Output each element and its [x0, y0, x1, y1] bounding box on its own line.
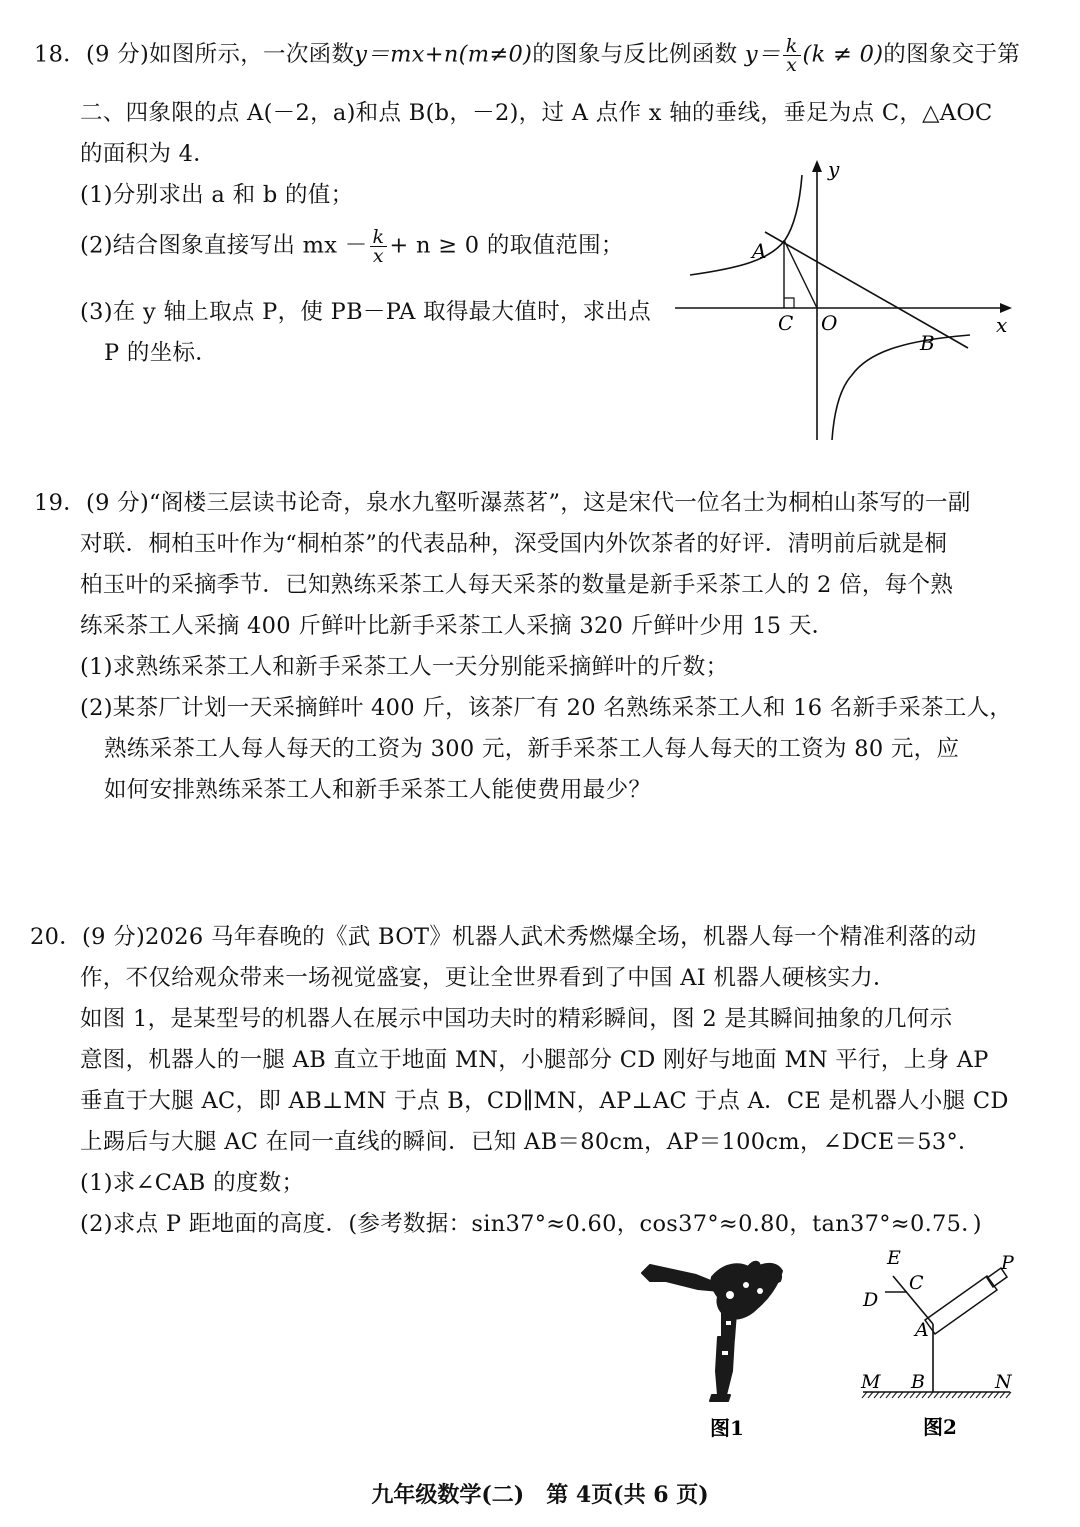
- y-axis-arrow-icon: [812, 160, 822, 172]
- q18-part1: (1)分别求出 a 和 b 的值；: [80, 182, 354, 208]
- figure2-caption: 图2: [923, 1415, 957, 1439]
- q18-graph: [670, 150, 1030, 450]
- label-A: A: [752, 239, 767, 263]
- q18-fraction: [783, 37, 801, 74]
- q18-line3: 的面积为 4．: [80, 141, 217, 167]
- q19-part2b: 熟练采茶工人每人每天的工资为 300 元，新手采茶工人每人每天的工资为 80 元，应: [104, 736, 960, 762]
- q19-line2: 对联．桐柏玉叶作为“桐柏茶”的代表品种，深受国内外饮茶者的好评．清明前后就是桐: [80, 531, 948, 557]
- q18-part2-post: + n ≥ 0 的取值范围；: [389, 232, 624, 259]
- fig2-label-A: A: [915, 1319, 929, 1341]
- label-y: y: [828, 157, 840, 181]
- label-O: O: [821, 311, 838, 335]
- figure1-caption: 图1: [710, 1416, 744, 1440]
- ground-hatching: [862, 1392, 1011, 1398]
- fig2-label-M: M: [861, 1371, 881, 1393]
- q19-line1: 19．(9 分)“阁楼三层读书论奇，泉水九壑听瀑蒸茗”，这是宋代一位名士为桐柏山茶写的一副: [34, 490, 971, 516]
- q18-line2: 二、四象限的点 A(－2，a)和点 B(b，－2)，过 A 点作 x 轴的垂线，垂足为点 C，△AOC: [80, 100, 993, 126]
- q20-line1: 20．(9 分)2026 马年春晚的《武 BOT》机器人武术秀燃爆全场，机器人每一个精准利落的动: [30, 924, 977, 950]
- q19-part2c: 如何安排熟练采茶工人和新手采茶工人能使费用最少？: [104, 777, 652, 803]
- figure2-diagram: [855, 1242, 1035, 1447]
- q20-line5: 垂直于大腿 AC，即 AB⊥MN 于点 B，CD∥MN，AP⊥AC 于点 A．CE 是机器人小腿 CD: [80, 1088, 1009, 1114]
- q18-func1: y＝mx+n(m≠0): [354, 41, 533, 68]
- q18-part2-frac-num: k: [370, 228, 388, 247]
- label-x: x: [996, 313, 1008, 337]
- q19-line3: 柏玉叶的采摘季节．已知熟练采茶工人每天采茶的数量是新手采茶工人的 2 倍，每个熟: [80, 572, 954, 598]
- figure1-robot: [636, 1255, 796, 1445]
- q18-y-eq: y＝: [744, 41, 781, 68]
- q20-part1: (1)求∠CAB 的度数；: [80, 1170, 305, 1196]
- q18-mid: 的图象与反比例函数: [532, 41, 738, 68]
- q19-part2a: (2)某茶厂计划一天采摘鲜叶 400 斤，该茶厂有 20 名熟练采茶工人和 16 名新手采茶工人，: [80, 695, 1013, 721]
- q18-part2-frac-den: x: [372, 245, 384, 267]
- q20-line2: 作，不仅给观众带来一场视觉盛宴，更让全世界看到了中国 AI 机器人硬核实力．: [80, 965, 896, 991]
- label-C: C: [778, 311, 794, 335]
- q18-k-cond: (k ≠ 0): [802, 41, 884, 68]
- q18-part2-pre: (2)结合图象直接写出 mx －: [80, 232, 368, 259]
- right-angle-mark: [784, 298, 794, 308]
- label-B: B: [920, 331, 935, 355]
- fig2-label-C: C: [909, 1272, 924, 1294]
- q18-part2: [80, 228, 624, 265]
- q18-line1: [34, 37, 1020, 74]
- fig2-label-P: P: [1001, 1252, 1014, 1274]
- q18-tail: 的图象交于第: [883, 41, 1021, 68]
- upper-body-AP: [925, 1268, 1007, 1334]
- fig2-label-D: D: [863, 1289, 879, 1311]
- q18-part2-fraction: [370, 228, 388, 265]
- fig2-label-N: N: [995, 1371, 1012, 1393]
- q18-part3: (3)在 y 轴上取点 P，使 PB－PA 取得最大值时，求出点: [80, 299, 652, 325]
- q19-part1: (1)求熟练采茶工人和新手采茶工人一天分别能采摘鲜叶的斤数；: [80, 654, 729, 680]
- hyperbola-branch-left: [690, 175, 802, 275]
- q19-line4: 练采茶工人采摘 400 斤鲜叶比新手采茶工人采摘 320 斤鲜叶少用 15 天．: [80, 613, 835, 639]
- x-axis-arrow-icon: [1000, 303, 1012, 313]
- q20-line4: 意图，机器人的一腿 AB 直立于地面 MN，小腿部分 CD 刚好与地面 MN 平行，上身 AP: [80, 1047, 989, 1073]
- q18-frac-den: x: [786, 54, 798, 76]
- page-footer: 九年级数学(二) 第 4页(共 6 页): [371, 1482, 709, 1508]
- q18-part3-cont: P 的坐标．: [104, 340, 219, 366]
- q18-lead: 18．(9 分)如图所示，一次函数: [34, 41, 355, 68]
- q20-line6: 上踢后与大腿 AC 在同一直线的瞬间．已知 AB＝80cm，AP＝100cm，∠DCE＝53°．: [80, 1129, 981, 1155]
- fig2-label-E: E: [887, 1247, 901, 1269]
- q20-part2: (2)求点 P 距地面的高度．(参考数据：sin37°≈0.60，cos37°≈0.80，tan37°≈0.75．): [80, 1211, 982, 1237]
- hyperbola-branch-right: [832, 335, 970, 440]
- fig2-label-B: B: [911, 1371, 925, 1393]
- q20-line3: 如图 1，是某型号的机器人在展示中国功夫时的精彩瞬间，图 2 是其瞬间抽象的几何示: [80, 1006, 953, 1032]
- linear-function-line: [765, 232, 968, 348]
- q18-frac-num: k: [783, 37, 801, 56]
